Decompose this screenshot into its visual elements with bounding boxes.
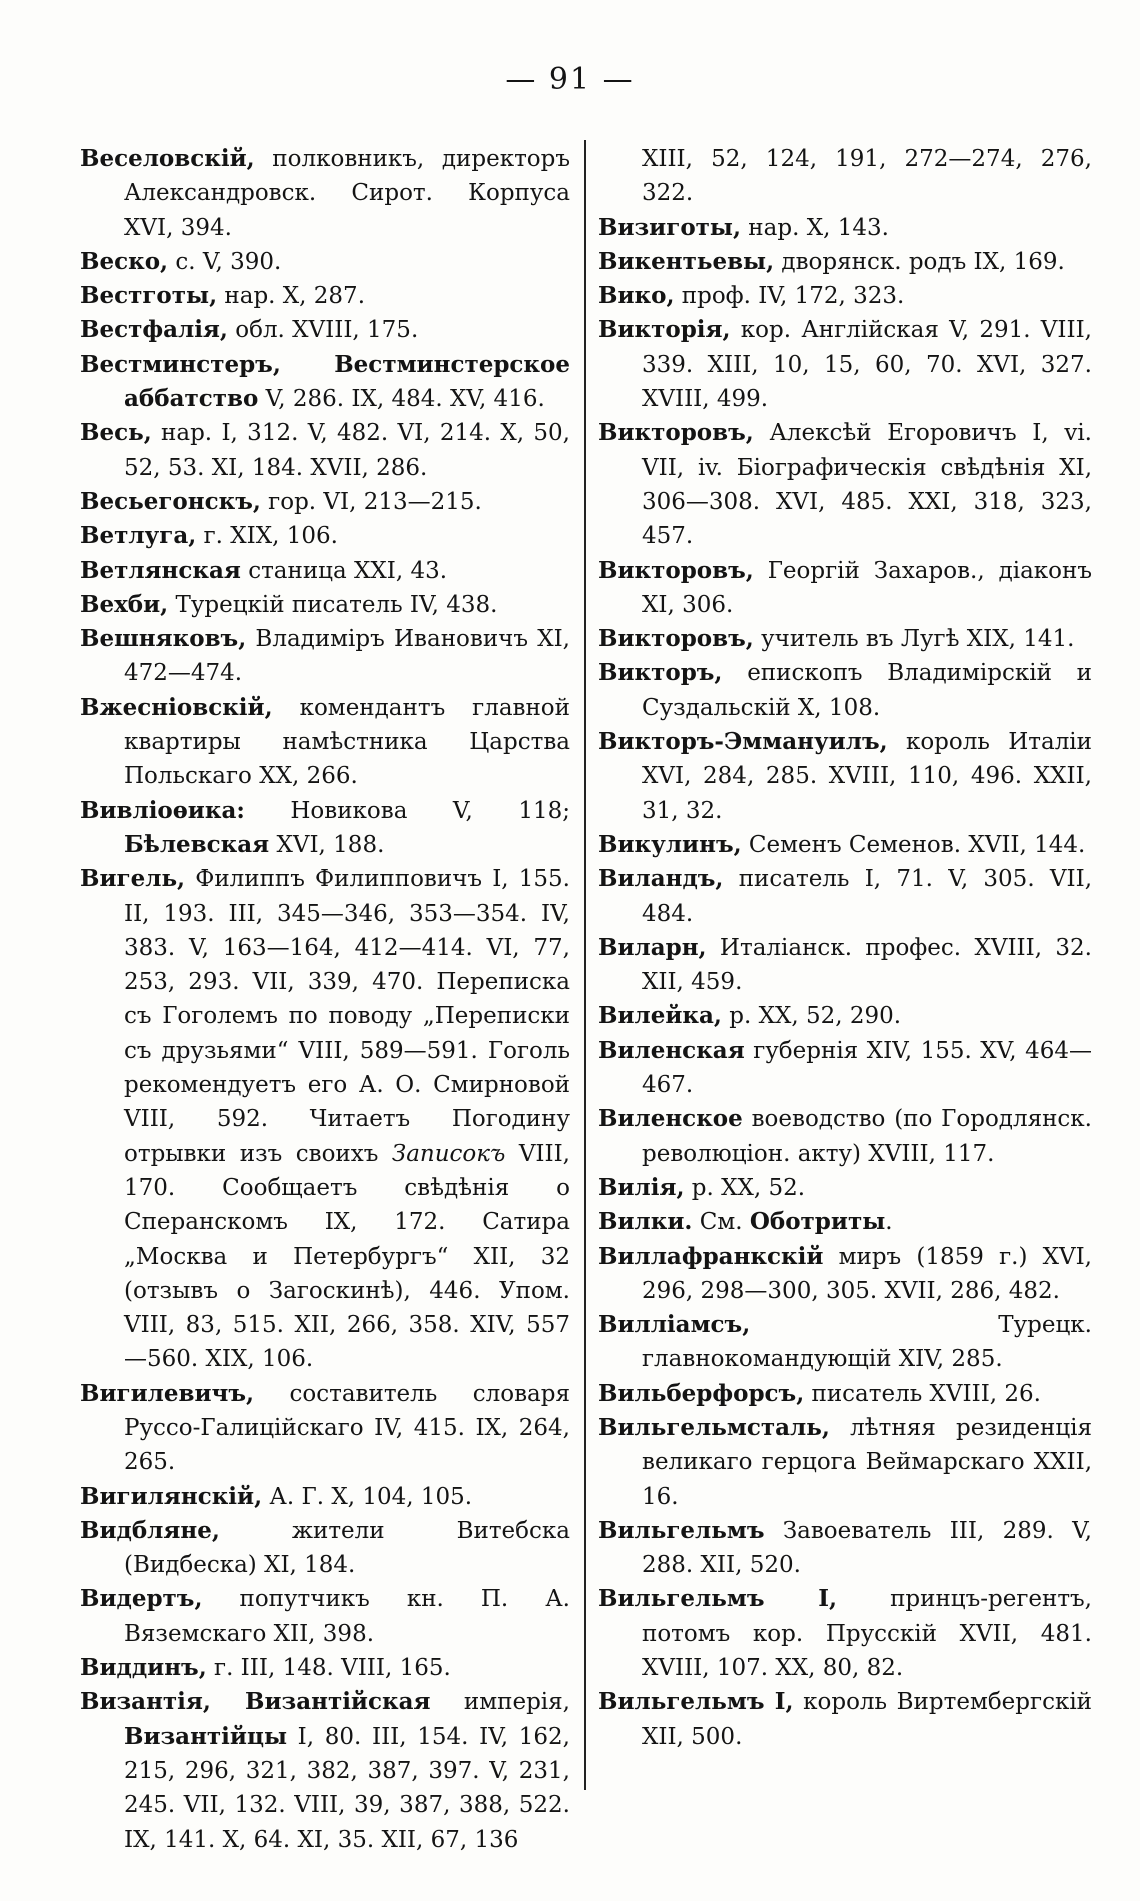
entry-refs: См. [692, 1209, 750, 1236]
entry-heading: Викулинъ, [598, 830, 742, 858]
entry-refs: составитель словаря Руссо-Галиційскаго IV, 415. IX, 264, 265. [124, 1380, 570, 1476]
entry-heading: Ветлуга, [80, 522, 197, 550]
index-entry [80, 245, 570, 279]
entry-heading: Викторія, [598, 316, 731, 344]
index-entry [80, 142, 570, 245]
page-number: — 91 — [505, 62, 635, 97]
entry-refs: король Италіи XVI, 284, 285. XVIII, 110, 496. XXII, 31, 32. [642, 729, 1092, 824]
entry-refs: имперія, [430, 1689, 570, 1716]
entry-heading: Виленское [598, 1105, 743, 1133]
index-entry [80, 1377, 570, 1480]
entry-refs: Алексѣй Егоровичъ I, vi. VII, iv. Біографическія свѣдѣнія XI, 306—308. XVI, 485. XXI, 318, 323, 457. [642, 420, 1092, 550]
entry-refs: Новикова V, 118; [244, 797, 570, 824]
entry-heading: Викторовъ, [598, 419, 754, 447]
entry-heading: Веско, [80, 247, 169, 275]
index-entry [80, 691, 570, 794]
entry-heading: Викторъ-Эммануилъ, [598, 728, 888, 756]
index-entry [598, 1171, 1092, 1205]
index-entry [80, 485, 570, 519]
entry-refs: р. XX, 52, 290. [721, 1003, 902, 1030]
index-entry [80, 1685, 570, 1856]
index-entry [598, 1308, 1092, 1377]
index-entry [598, 1685, 1092, 1754]
entry-heading: Виддинъ, [80, 1654, 207, 1682]
entry-refs-continued: VIII, 170. Сообщаетъ свѣдѣнія о Сперанскомъ IX, 172. Сатира „Москва и Петербургъ“ XII, 32 (отзывъ о Загоскинѣ), 446. Упом. VIII, 83, 515. XII, 266, 358. XIV, 557—560. XIX, 106. [124, 1140, 570, 1373]
entry-heading: Вестфалія, [80, 316, 228, 344]
entry-heading: Вильгельмъ I, [598, 1688, 794, 1716]
entry-heading: Веселовскій, [80, 145, 255, 172]
index-entry [598, 1102, 1092, 1171]
entry-refs: миръ (1859 г.) XVI, 296, 298—300, 305. XVII, 286, 482. [642, 1243, 1092, 1304]
entry-heading: Видертъ, [80, 1585, 203, 1613]
index-entry [598, 931, 1092, 1000]
entry-refs: кор. Англійская V, 291. VIII, 339. XIII, 10, 15, 60, 70. XVI, 327. XVIII, 499. [642, 317, 1092, 413]
entry-heading: Вильберфорсъ, [598, 1379, 805, 1407]
entry-heading: Вилейка, [598, 1002, 722, 1030]
entry-heading: Весь, [80, 419, 152, 447]
index-entry [598, 862, 1092, 931]
entry-refs: принцъ-регентъ, потомъ кор. Прусскій XVII, 481. XVIII, 107. XX, 80, 82. [642, 1586, 1092, 1682]
entry-heading: Вильгельмъ I, [598, 1585, 838, 1613]
entry-refs: нар. I, 312. V, 482. VI, 214. X, 50, 52, 53. XI, 184. XVII, 286. [124, 420, 570, 481]
index-entry [598, 1514, 1092, 1583]
entry-refs: Завоеватель III, 289. V, 288. XII, 520. [642, 1517, 1092, 1579]
right-column [598, 142, 1092, 1754]
entry-refs: лѣтняя резиденція великаго герцога Веймарскаго XXII, 16. [642, 1414, 1092, 1510]
entry-heading: Вигилянскій, [80, 1482, 263, 1510]
index-entry [598, 1205, 1092, 1239]
index-entry [598, 999, 1092, 1033]
entry-refs: Италіанск. профес. XVIII, 32. XII, 459. [642, 934, 1092, 996]
entry-heading: Вигилевичъ, [80, 1379, 255, 1407]
entry-heading: Вжесніовскій, [80, 693, 273, 721]
entry-heading: Вильгельмъ [598, 1516, 765, 1544]
entry-refs: Владиміръ Ивановичъ XI, 472—474. [124, 626, 570, 687]
entry-refs: Турецк. главнокомандующій XIV, 285. [642, 1312, 1092, 1373]
entry-refs: полковникъ, директоръ Александровск. Сирот. Корпуса XVI, 394. [124, 146, 570, 241]
entry-refs: губернія XIV, 155. XV, 464—467. [642, 1037, 1092, 1099]
entry-refs-continued: XVI, 188. [269, 831, 385, 858]
entry-heading-secondary: Бѣлевская [124, 830, 270, 858]
entry-heading: Викторовъ, [598, 625, 754, 653]
entry-heading: Вивліоѳика: [80, 796, 245, 824]
entry-refs: писатель XVIII, 26. [804, 1380, 1041, 1407]
entry-heading: Вилліамсъ, [598, 1311, 751, 1339]
entry-heading: Видбляне, [80, 1516, 220, 1544]
entry-refs: попутчикъ кн. П. А. Вяземскаго XII, 398. [124, 1586, 570, 1647]
entry-heading: Викентьевы, [598, 247, 775, 275]
index-entry [598, 1411, 1092, 1514]
entry-refs: комендантъ главной квартиры намѣстника Царства Польскаго XX, 266. [124, 694, 570, 790]
index-entry [598, 656, 1092, 725]
index-entry [80, 554, 570, 588]
left-column [80, 142, 570, 1857]
index-entry [598, 245, 1092, 279]
entry-heading: Вестготы, [80, 282, 218, 310]
entry-refs: воеводство (по Городлянск. революціон. акту) XVIII, 117. [642, 1106, 1092, 1167]
entry-refs-continued: I, 80. III, 154. IV, 162, 215, 296, 321, 382, 387, 397. V, 231, 245. VII, 132. VIII, 39, 387, 388, 522. IX, 141. X, 64. XI, 35. XII, 67, 136 [124, 1723, 570, 1853]
entry-heading: Виларн, [598, 933, 707, 961]
entry-heading: Вильгельмсталь, [598, 1413, 830, 1441]
entry-heading: Визиготы, [598, 213, 741, 241]
index-entry [598, 1377, 1092, 1411]
index-entry [598, 1034, 1092, 1103]
entry-refs: Филиппъ Филипповичъ I, 155. II, 193. III, 345—346, 353—354. IV, 383. V, 163—164, 412—414. VI, 77, 253, 293. VII, 339, 470. Переписка съ Гоголемъ по поводу „Переписки съ друзьями“ VIII, 589—591. Гоголь рекомендуетъ его А. О. Смирновой VIII, 592. Читаетъ Погодину отрывки изъ своихъ [124, 866, 570, 1167]
entry-heading: Ветлянская [80, 556, 241, 584]
entry-refs: г. XIX, 106. [196, 523, 338, 550]
entry-refs-continued: . [885, 1209, 893, 1236]
entry-refs: Турецкій писатель IV, 438. [168, 591, 498, 618]
entry-refs: V, 286. IX, 484. XV, 416. [258, 386, 545, 413]
entry-heading: Вилки. [598, 1208, 693, 1236]
entry-heading: Весьегонскъ, [80, 487, 261, 515]
entry-heading: Викторовъ, [598, 556, 754, 584]
index-entry [80, 588, 570, 622]
index-entry [598, 1582, 1092, 1685]
index-entry [598, 279, 1092, 313]
entry-heading: Викторъ, [598, 659, 723, 687]
index-entry [80, 1651, 570, 1685]
index-entry [80, 519, 570, 553]
index-entry [80, 279, 570, 313]
entry-italic-title: Записокъ [391, 1140, 506, 1167]
index-entry [80, 313, 570, 347]
entry-heading: Византія, Византійская [80, 1688, 431, 1716]
entry-refs: р. XX, 52. [684, 1174, 806, 1201]
entry-refs: проф. IV, 172, 323. [674, 283, 905, 310]
entry-heading-secondary: Оботриты [749, 1208, 886, 1236]
entry-refs: нар. X, 287. [217, 283, 365, 310]
entry-refs: епископъ Владимірскій и Суздальскій X, 108. [642, 660, 1092, 721]
entry-refs: Семенъ Семенов. XVII, 144. [741, 831, 1086, 858]
index-entry [598, 211, 1092, 245]
entry-refs: Георгій Захаров., діаконъ XI, 306. [642, 557, 1092, 618]
index-entry [80, 1582, 570, 1651]
index-entry [80, 1480, 570, 1514]
index-entry [598, 313, 1092, 416]
entry-heading-secondary: Византійцы [124, 1722, 288, 1750]
entry-refs: с. V, 390. [168, 248, 282, 275]
entry-refs: король Виртембергскій XII, 500. [642, 1689, 1093, 1750]
entry-heading: Вешняковъ, [80, 625, 247, 653]
entry-refs: учитель въ Лугѣ XIX, 141. [753, 626, 1075, 653]
entry-refs: А. Г. X, 104, 105. [262, 1483, 473, 1510]
index-entry [598, 725, 1092, 828]
index-entry [598, 554, 1092, 623]
entry-refs: XIII, 52, 124, 191, 272—274, 276, 322. [642, 146, 1092, 207]
entry-heading: Виллафранкскій [598, 1242, 824, 1270]
entry-refs: г. III, 148. VIII, 165. [206, 1655, 451, 1682]
index-entry [598, 828, 1092, 862]
index-entry [80, 622, 570, 691]
entry-refs: станица XXI, 43. [240, 557, 448, 584]
index-entry [598, 622, 1092, 656]
entry-refs: дворянск. родъ IX, 169. [774, 248, 1065, 275]
entry-heading: Вилія, [598, 1173, 685, 1201]
entry-heading: Вигель, [80, 865, 186, 893]
index-entry [598, 1240, 1092, 1309]
entry-refs: гор. VI, 213—215. [260, 488, 482, 515]
index-entry [598, 416, 1092, 553]
column-divider [584, 140, 586, 1790]
entry-refs: жители Витебска (Видбеска) XI, 184. [124, 1517, 570, 1579]
index-entry [80, 416, 570, 485]
index-entry [80, 1514, 570, 1583]
entry-heading: Вестминстеръ, Вестминстерское аббатство [80, 350, 570, 413]
entry-refs: обл. XVIII, 175. [227, 317, 419, 344]
index-entry [598, 142, 1092, 211]
entry-heading: Виленская [598, 1036, 745, 1064]
entry-heading: Вико, [598, 282, 675, 310]
index-entry [80, 862, 570, 1376]
entry-refs: нар. X, 143. [741, 214, 889, 241]
entry-heading: Виландъ, [598, 865, 724, 893]
index-entry [80, 348, 570, 417]
entry-refs: писатель I, 71. V, 305. VII, 484. [642, 866, 1092, 927]
index-entry [80, 794, 570, 863]
entry-heading: Вехби, [80, 590, 169, 618]
